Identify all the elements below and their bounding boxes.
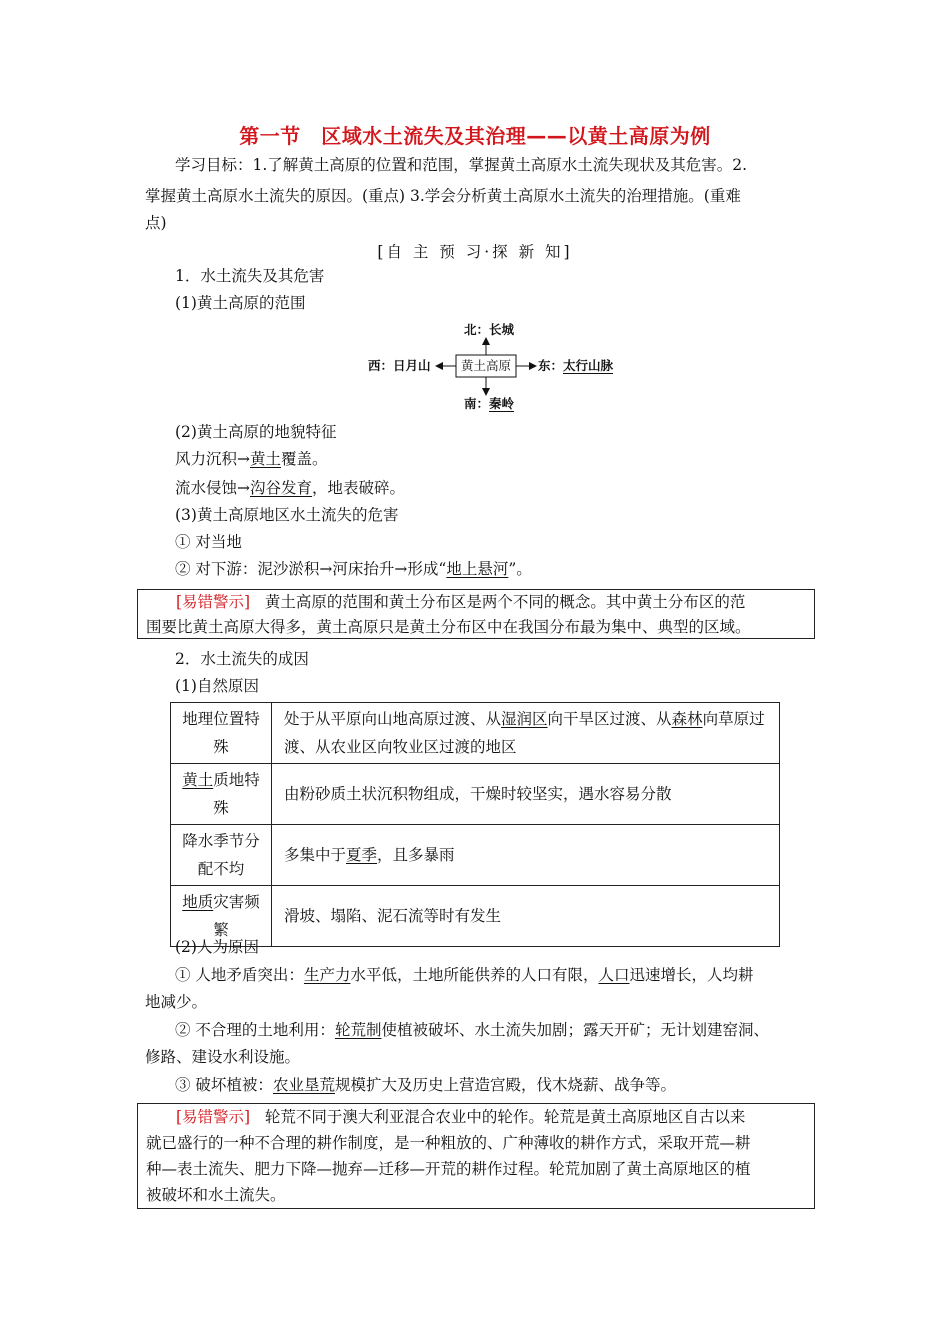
table-row	[171, 764, 780, 825]
diagram-south	[464, 396, 514, 412]
wind-answer: 黄土	[250, 450, 282, 468]
water-prefix: 流水侵蚀→	[175, 479, 250, 497]
row-key	[171, 764, 272, 825]
table-row	[171, 825, 780, 886]
warning2-line-2: 就已盛行的一种不合理的耕作制度，是一种粗放的、广种薄收的耕作方式，采取开荒—耕	[146, 1134, 751, 1152]
human1-answer: 生产力	[303, 966, 351, 984]
row-key-answer: 黄土	[182, 771, 214, 789]
human2-answer: 轮荒制	[334, 1021, 382, 1039]
wind-suffix: 覆盖。	[281, 450, 328, 468]
row-value	[272, 825, 780, 886]
human-item-1	[175, 965, 754, 985]
harm-item-2	[175, 559, 532, 579]
warning2-line-1	[176, 1107, 745, 1127]
row-value-part: ，且多暴雨	[377, 846, 455, 864]
human-item-1-cont: 地减少。	[145, 993, 208, 1011]
page-title: 第一节 区域水土流失及其治理——以黄土高原为例	[239, 124, 711, 148]
warning1-line-1	[176, 592, 745, 612]
human2-part: ② 不合理的土地利用：	[175, 1021, 335, 1039]
warning2-text-1: 轮荒不同于澳大利亚混合农业中的轮作。轮荒是黄土高原地区自古以来	[264, 1108, 746, 1126]
human1-part: 水平低，土地所能供养的人口有限，	[350, 966, 599, 984]
row-value-answer: 森林	[671, 710, 703, 728]
table-row	[171, 886, 780, 947]
diagram-south-answer: 秦岭	[489, 396, 515, 411]
row-value	[272, 703, 780, 764]
human1-answer: 人口	[598, 966, 630, 984]
warning-box-2	[137, 1103, 815, 1209]
section-tag: [自 主 预 习·探 新 知]	[377, 243, 573, 261]
objectives-line-3: 点)	[145, 214, 167, 232]
human-heading: (2)人为原因	[175, 938, 259, 956]
row-value-answer: 湿润区	[501, 710, 548, 728]
row-value-answer: 夏季	[346, 846, 378, 864]
range-heading: (1)黄土高原的范围	[175, 294, 306, 312]
warning1-text-1: 黄土高原的范围和黄土分布区是两个不同的概念。其中黄土分布区的范	[264, 593, 746, 611]
diagram-north	[464, 322, 514, 338]
human-item-2-cont: 修路、建设水利设施。	[145, 1048, 301, 1066]
harm2-answer: 地上悬河	[446, 560, 509, 578]
water-erosion-line	[175, 478, 405, 498]
human1-part: 迅速增长，人均耕	[629, 966, 754, 984]
diagram-west: 西：日月山	[368, 358, 431, 373]
diagram-east	[538, 358, 613, 374]
row-key: 地理位置特殊	[171, 703, 272, 764]
natural-causes-table	[170, 702, 780, 947]
row-value: 滑坡、塌陷、泥石流等时有发生	[272, 886, 780, 947]
human3-part: ③ 破坏植被：	[175, 1076, 273, 1094]
row-key: 降水季节分配不均	[171, 825, 272, 886]
water-suffix: ，地表破碎。	[312, 479, 406, 497]
landform-heading: (2)黄土高原的地貌特征	[175, 423, 337, 441]
diagram-north-answer: 长城	[489, 322, 515, 337]
table-row	[171, 703, 780, 764]
human3-part: 规模扩大及历史上营造宫殿，伐木烧薪、战争等。	[334, 1076, 676, 1094]
row-value-part: 向干旱区过渡、从	[547, 710, 672, 728]
wind-prefix: 风力沉积→	[175, 450, 250, 468]
warning-box-1	[137, 589, 815, 639]
warning1-tag: [易错警示]	[176, 593, 251, 611]
s2-heading: 2．水土流失的成因	[175, 650, 309, 668]
human-item-3	[175, 1075, 676, 1095]
human1-part: ① 人地矛盾突出：	[175, 966, 304, 984]
objectives-line-2: 掌握黄土高原水土流失的原因。(重点) 3.学会分析黄土高原水土流失的治理措施。(重难	[145, 187, 741, 205]
row-value: 由粉砂质土状沉积物组成，干燥时较坚实，遇水容易分散	[272, 764, 780, 825]
human-item-2	[175, 1020, 769, 1040]
human3-answer: 农业垦荒	[272, 1076, 335, 1094]
row-key-answer: 地质	[182, 893, 214, 911]
row-value-part: 多集中于	[284, 846, 347, 864]
diagram-east-prefix: 东：	[538, 358, 564, 373]
plateau-range-diagram	[360, 318, 630, 418]
diagram-south-prefix: 南：	[464, 396, 490, 411]
harm-item-1: ① 对当地	[175, 533, 242, 551]
water-answer: 沟谷发育	[250, 479, 313, 497]
warning2-line-4: 被破坏和水土流失。	[146, 1186, 286, 1204]
row-value-part: 处于从平原向山地高原过渡、从	[284, 710, 502, 728]
harm2-suffix: ”。	[508, 560, 532, 578]
warning2-tag: [易错警示]	[176, 1108, 251, 1126]
warning2-line-3: 种—表土流失、肥力下降—抛弃—迁移—开荒的耕作过程。轮荒加剧了黄土高原地区的植	[146, 1160, 751, 1178]
natural-heading: (1)自然原因	[175, 677, 259, 695]
diagram-east-answer: 太行山脉	[563, 358, 614, 373]
wind-deposition-line	[175, 449, 328, 469]
s1-heading: 1．水土流失及其危害	[175, 267, 325, 285]
objectives-line-1: 学习目标：1.了解黄土高原的位置和范围，掌握黄土高原水土流失现状及其危害。2.	[175, 156, 748, 174]
diagram-north-prefix: 北：	[464, 322, 490, 337]
row-key-part: 质地特殊	[213, 771, 260, 817]
warning1-line-2: 围要比黄土高原大得多，黄土高原只是黄土分布区中在我国分布最为集中、典型的区域。	[146, 618, 751, 636]
row-value-part: 向草原过渡、从农业区向牧业区过渡的地区	[284, 710, 765, 756]
row-key-part: 灾害频繁	[213, 893, 260, 939]
human2-part: 使植被破坏、水土流失加剧；露天开矿；无计划建窑洞、	[381, 1021, 769, 1039]
harm-heading: (3)黄土高原地区水土流失的危害	[175, 506, 399, 524]
harm2-prefix: ② 对下游：泥沙淤积→河床抬升→形成“	[175, 560, 447, 578]
diagram-center-label: 黄土高原	[461, 358, 512, 373]
